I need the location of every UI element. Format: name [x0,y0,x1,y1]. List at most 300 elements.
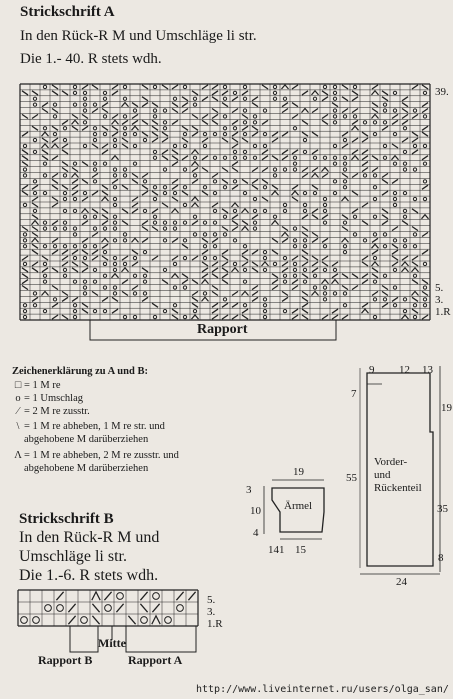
sk2p-mark [312,291,319,295]
k2tog-mark [62,297,68,301]
yarn-over-mark [173,262,176,265]
k2tog-mark [352,97,358,101]
yarn-over-mark [83,91,86,94]
skp-mark [132,173,138,177]
skp-mark [162,156,168,160]
k2tog-mark [102,297,108,301]
k2tog-mark [102,150,108,154]
yarn-over-mark [223,215,226,218]
yarn-over-mark [233,262,236,265]
yarn-over-mark [23,315,26,318]
yarn-over-mark [43,262,46,265]
k2tog-mark [72,250,78,254]
k2tog-mark [52,138,58,142]
yarn-over-mark [93,227,96,230]
sk2p-mark [202,280,209,284]
yarn-over-mark [193,103,196,106]
k2tog-mark [122,120,128,124]
k2tog-mark [82,197,88,201]
yarn-over-mark [153,150,156,153]
sk2p-mark [112,274,119,278]
k2tog-mark [112,85,118,89]
skp-mark [382,179,388,183]
body-label-3: Rückenteil [374,482,422,494]
k2tog-mark [212,203,218,207]
k2tog-mark [422,185,428,189]
skp-mark [212,97,218,101]
yarn-over-mark [323,156,326,159]
k2tog-mark [422,232,428,236]
skp-mark [72,268,78,272]
k2tog-mark [292,280,298,284]
yarn-over-mark [63,191,66,194]
skp-mark [122,221,128,225]
yarn-over-mark [163,227,166,230]
k2tog-mark [372,291,378,295]
k2tog-mark [272,138,278,142]
k2tog-mark [68,604,75,612]
yarn-over-mark [373,121,376,124]
yarn-over-mark [383,233,386,236]
yarn-over-mark [173,286,176,289]
skp-mark [52,91,58,95]
yarn-over-mark [353,233,356,236]
k2tog-mark [102,221,108,225]
k2tog-mark [362,274,368,278]
skp-mark [212,291,218,295]
yarn-over-mark [363,239,366,242]
yarn-over-mark [23,233,26,236]
chart-a-row-label-1: 1.R [435,306,451,318]
k2tog-mark [62,120,68,124]
k2tog-mark [362,162,368,166]
yarn-over-mark [63,274,66,277]
k2tog-mark [232,108,238,112]
yarn-over-mark [243,85,246,88]
k2tog-mark [112,91,118,95]
yarn-over-mark [343,250,346,253]
yarn-over-mark [233,150,236,153]
yarn-over-mark [303,268,306,271]
skp-mark [232,221,238,225]
yarn-over-mark [273,85,276,88]
sk2p-mark [282,85,289,89]
k2tog-mark [188,592,195,600]
yarn-over-mark [33,304,36,307]
k2tog-mark [132,197,138,201]
chart-a-title: Strickschrift A [20,4,115,20]
yarn-over-mark [93,245,96,248]
yarn-over-mark [81,617,88,624]
k2tog-mark [322,97,328,101]
yarn-over-mark [23,203,26,206]
yarn-over-mark [243,245,246,248]
yarn-over-mark [343,138,346,141]
yarn-over-mark [133,144,136,147]
skp-mark [362,262,368,266]
skp-mark [102,126,108,130]
yarn-over-mark [313,97,316,100]
yarn-over-mark [203,233,206,236]
skp-mark [282,291,288,295]
skp-mark [22,191,28,195]
skp-mark [202,167,208,171]
k2tog-mark [232,162,238,166]
yarn-over-mark [43,227,46,230]
yarn-over-mark [183,144,186,147]
k2tog-mark [52,203,58,207]
yarn-over-mark [333,162,336,165]
k2tog-mark [142,221,148,225]
yarn-over-mark [223,233,226,236]
yarn-over-mark [413,144,416,147]
yarn-over-mark [163,127,166,130]
yarn-over-mark [413,315,416,318]
sk2p-mark [172,274,179,278]
k2tog-mark [352,138,358,142]
sk2p-mark [242,209,249,213]
yarn-over-mark [273,262,276,265]
yarn-over-mark [83,280,86,283]
yarn-over-mark [343,156,346,159]
skp-mark [272,185,278,189]
yarn-over-mark [153,115,156,118]
k2tog-mark [412,85,418,89]
k2tog-mark [322,215,328,219]
body-top-c: 13 [422,364,433,376]
yarn-over-mark [393,268,396,271]
yarn-over-mark [403,191,406,194]
yarn-over-mark [223,186,226,189]
yarn-over-mark [133,256,136,259]
yarn-over-mark [113,186,116,189]
yarn-over-mark [323,292,326,295]
yarn-over-mark [83,103,86,106]
skp-mark [140,604,147,612]
k2tog-mark [52,221,58,225]
sk2p-mark [192,150,199,154]
yarn-over-mark [403,298,406,301]
yarn-over-mark [123,132,126,135]
chart-a-row-label-3: 3. [435,294,444,306]
body-top-b: 12 [399,364,410,376]
skp-mark [42,156,48,160]
skp-mark [142,120,148,124]
yarn-over-mark [393,197,396,200]
skp-mark [182,274,188,278]
skp-mark [362,132,368,136]
k2tog-mark [392,120,398,124]
yarn-over-mark [383,144,386,147]
yarn-over-mark [363,174,366,177]
skp-mark [382,215,388,219]
k2tog-mark [52,250,58,254]
skp-mark [112,297,118,301]
sk2p-mark [112,120,119,124]
yarn-over-mark [83,191,86,194]
skp-mark [52,108,58,112]
k2tog-mark [352,120,358,124]
skp-mark [22,226,28,230]
skp-mark [142,226,148,230]
caret-up-icon: Λ [14,450,22,461]
skp-mark [412,209,418,213]
k2tog-mark [116,604,123,612]
yarn-over-mark [263,256,266,259]
yarn-over-mark [73,280,76,283]
skp-mark [52,268,58,272]
yarn-over-mark [63,127,66,130]
k2tog-mark [282,238,288,242]
k2tog-mark [202,268,208,272]
yarn-over-mark [143,274,146,277]
yarn-over-mark [103,132,106,135]
chart-b-row-label-5: 5. [207,594,216,606]
yarn-over-mark [303,239,306,242]
yarn-over-mark [333,144,336,147]
skp-mark [242,315,248,319]
yarn-over-mark [103,286,106,289]
k2tog-mark [252,291,258,295]
yarn-over-mark [133,274,136,277]
yarn-over-mark [113,256,116,259]
k2tog-mark [302,91,308,95]
yarn-over-mark [413,168,416,171]
yarn-over-mark [113,268,116,271]
yarn-over-mark [263,298,266,301]
body-schematic [360,366,450,596]
skp-mark [162,280,168,284]
yarn-over-mark [383,245,386,248]
yarn-over-mark [113,203,116,206]
yarn-over-mark [123,174,126,177]
sk2p-mark [262,262,269,266]
skp-mark [222,268,228,272]
yarn-over-mark [223,156,226,159]
yarn-over-mark [423,298,426,301]
yarn-over-mark [73,256,76,259]
yarn-over-mark [163,268,166,271]
yarn-over-mark [113,292,116,295]
k2tog-mark [42,268,48,272]
yarn-over-mark [253,144,256,147]
skp-mark [222,167,228,171]
yarn-over-mark [303,150,306,153]
k2tog-mark [62,250,68,254]
k2tog-mark [202,85,208,89]
yarn-over-mark [23,245,26,248]
yarn-over-mark [213,233,216,236]
yarn-over-mark [323,203,326,206]
k2tog-mark [82,238,88,242]
skp-mark [72,262,78,266]
k2tog-mark [352,285,358,289]
yarn-over-mark [63,197,66,200]
skp-mark [82,309,88,313]
yarn-over-mark [233,127,236,130]
k2tog-mark [132,114,138,118]
yarn-over-mark [413,197,416,200]
k2tog-mark [352,150,358,154]
k2tog-mark [72,191,78,195]
yarn-over-mark [223,132,226,135]
yarn-over-mark [123,97,126,100]
k2tog-mark [162,138,168,142]
skp-mark [372,268,378,272]
yarn-over-mark [323,268,326,271]
yarn-over-mark [283,280,286,283]
yarn-over-mark [263,250,266,253]
yarn-over-mark [203,221,206,224]
skp-mark [262,179,268,183]
k2tog-mark [422,126,428,130]
k2tog-mark [52,303,58,307]
sk2p-mark [292,191,299,195]
yarn-over-mark [423,91,426,94]
yarn-over-mark [273,168,276,171]
yarn-over-mark [363,121,366,124]
yarn-over-mark [293,245,296,248]
skp-mark [62,91,68,95]
yarn-over-mark [73,227,76,230]
skp-mark [32,232,38,236]
sleeve-left-mid: 10 [250,505,261,517]
k2tog-mark [104,592,111,600]
k2tog-mark [202,156,208,160]
body-left-mid: 55 [346,472,357,484]
k2tog-mark [152,138,158,142]
skp-mark [112,126,118,130]
yarn-over-mark [303,209,306,212]
k2tog-mark [202,114,208,118]
sk2p-mark [412,291,419,295]
sk2p-mark [132,238,139,242]
k2tog-mark [62,262,68,266]
skp-mark [402,108,408,112]
yarn-over-mark [43,245,46,248]
k2tog-mark [102,144,108,148]
yarn-over-mark [203,245,206,248]
k2tog-mark [68,616,75,624]
k2tog-mark [412,138,418,142]
k2tog-mark [52,173,58,177]
yarn-over-mark [73,233,76,236]
sk2p-mark [112,156,119,160]
yarn-over-mark [213,180,216,183]
k2tog-mark [212,262,218,266]
k2tog-mark [282,150,288,154]
skp-mark [132,103,138,107]
k2tog-mark [22,256,28,260]
yarn-over-mark [213,221,216,224]
yarn-over-mark [323,221,326,224]
yarn-over-mark [83,97,86,100]
yarn-over-mark [123,85,126,88]
skp-mark [122,144,128,148]
yarn-over-mark [53,115,56,118]
yarn-over-mark [383,298,386,301]
k2tog-mark [22,132,28,136]
yarn-over-mark [73,197,76,200]
yarn-over-mark [253,115,256,118]
sk2p-mark [132,126,139,130]
skp-mark [412,226,418,230]
k2tog-mark [312,150,318,154]
k2tog-mark [202,97,208,101]
sk2p-mark [102,197,109,201]
yarn-over-mark [183,315,186,318]
skp-mark [152,126,158,130]
k2tog-mark [252,97,258,101]
skp-mark [22,114,28,118]
k2tog-mark [372,85,378,89]
k2tog-mark [176,592,183,600]
skp-mark [192,297,198,301]
yarn-over-mark [43,221,46,224]
yarn-over-mark [43,191,46,194]
skp-mark [62,150,68,154]
skp-mark [392,244,398,248]
k2tog-mark [402,138,408,142]
skp-mark [192,126,198,130]
k2tog-mark [132,120,138,124]
yarn-over-mark [117,593,124,600]
yarn-over-mark [283,209,286,212]
skp-mark [142,85,148,89]
skp-mark [172,156,178,160]
chart-a-rapport-label: Rapport [197,322,248,337]
skp-mark [42,108,48,112]
yarn-over-mark [45,605,52,612]
legend-item-k2tog: ⁄ = 2 M re zusstr. [12,406,90,417]
yarn-over-mark [293,268,296,271]
k2tog-mark [242,126,248,130]
yarn-over-mark [293,239,296,242]
yarn-over-mark [143,138,146,141]
k2tog-mark [362,138,368,142]
sk2p-mark [272,191,279,195]
yarn-over-mark [243,156,246,159]
k2tog-mark [212,268,218,272]
yarn-over-mark [293,127,296,130]
yarn-over-mark [293,227,296,230]
k2tog-mark [302,173,308,177]
skp-mark [102,215,108,219]
skp-mark [62,185,68,189]
yarn-over-mark [163,221,166,224]
sk2p-mark [422,215,429,219]
k2tog-mark [412,150,418,154]
yarn-over-mark [203,144,206,147]
k2tog-mark [112,132,118,136]
yarn-over-mark [243,109,246,112]
k2tog-mark [422,315,428,319]
yarn-over-mark [333,292,336,295]
k2tog-mark [32,197,38,201]
yarn-over-mark [403,309,406,312]
yarn-over-mark [243,150,246,153]
k2tog-mark [162,150,168,154]
yarn-over-mark [223,298,226,301]
skp-mark [402,221,408,225]
yarn-over-mark [153,85,156,88]
k2tog-mark [192,179,198,183]
chart-b-row-label-3: 3. [207,606,216,618]
yarn-over-mark [193,215,196,218]
yarn-over-mark [57,605,64,612]
body-right-bot: 8 [438,552,444,564]
skp-mark [32,215,38,219]
